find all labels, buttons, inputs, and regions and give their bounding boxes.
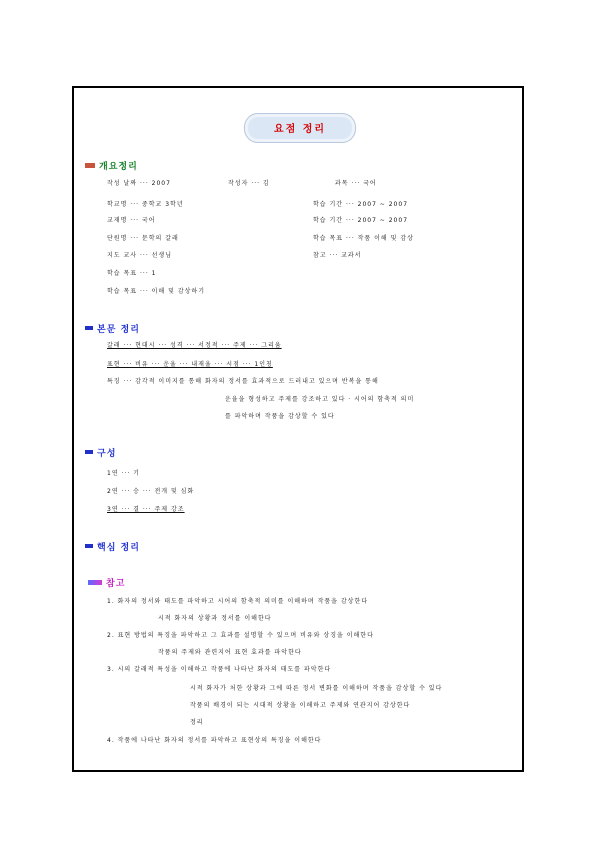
profile-row0-b: 작성자 ··· 김 — [228, 180, 270, 187]
reading-line-2: 표현 ··· 비유 ··· 운율 ··· 내재율 ··· 시점 ··· 1인칭 — [107, 361, 273, 368]
profile-left-6: 학습 목표 ··· 이해 및 감상하기 — [107, 288, 206, 295]
section-reading-title: 본문 정리 — [97, 324, 140, 335]
notes-line-6: 시적 화자가 처한 상황과 그에 따른 정서 변화를 이해하며 작품을 감상할 수 있다 — [190, 685, 443, 692]
section-marker-icon — [85, 450, 93, 454]
summary-line-1: 1연 ··· 기 — [107, 470, 140, 477]
summary-line-3: 3연 ··· 결 ··· 주제 강조 — [107, 506, 185, 513]
profile-left-1: 학교명 ··· 중학교 3학년 — [107, 201, 184, 208]
profile-right-1: 학습 기간 ··· 2007 ~ 2007 — [313, 201, 409, 208]
notes-line-7: 작품의 배경이 되는 시대적 상황을 이해하고 주제와 연관지어 감상한다 — [190, 702, 411, 709]
section-profile-title: 개요정리 — [99, 161, 138, 172]
notes-line-5: 3. 시의 갈래적 특성을 이해하고 작품에 나타난 화자의 태도를 파악한다 — [107, 666, 332, 673]
document-title: 요점 정리 — [273, 124, 327, 135]
section-summary-title: 구성 — [97, 448, 117, 459]
profile-left-4: 지도 교사 ··· 선생님 — [107, 252, 173, 259]
section-keypoints-title: 핵심 정리 — [97, 542, 140, 553]
notes-line-1: 1. 화자의 정서와 태도를 파악하고 시어의 함축적 의미를 이해하며 작품을 감상한다 — [107, 598, 369, 605]
title-banner — [244, 113, 356, 143]
notes-line-8: 정리 — [190, 719, 204, 726]
section-notes-title: 참고 — [106, 578, 126, 589]
profile-row0-c: 과목 ··· 국어 — [335, 180, 377, 187]
summary-line-2: 2연 ··· 승 ··· 전개 및 심화 — [107, 488, 195, 495]
profile-row0-a: 작성 날짜 ··· 2007 — [107, 180, 171, 187]
profile-left-5: 학습 목표 ··· 1 — [107, 270, 157, 277]
section-marker-icon — [85, 326, 93, 330]
section-marker-icon — [88, 580, 102, 585]
profile-right-3: 학습 목표 ··· 작품 이해 및 감상 — [313, 235, 414, 242]
profile-left-2: 교재명 ··· 국어 — [107, 217, 156, 224]
notes-line-4: 작품의 주제와 관련지어 표현 효과를 파악한다 — [158, 649, 302, 656]
notes-line-9: 4. 작품에 나타난 화자의 정서를 파악하고 표현상의 특징을 이해한다 — [107, 737, 322, 744]
section-notes-heading — [88, 576, 125, 588]
profile-left-3: 단원명 ··· 문학의 갈래 — [107, 235, 179, 242]
reading-line-1: 갈래 ··· 현대시 ··· 성격 ··· 서정적 ··· 주제 ··· 그리움 — [107, 342, 282, 349]
section-profile-heading — [85, 159, 138, 171]
section-marker-icon — [85, 163, 95, 168]
reading-line-3: 특징 ··· 감각적 이미지를 통해 화자의 정서를 효과적으로 드러내고 있으며 반복을 통해 — [107, 378, 379, 385]
section-reading-heading — [85, 322, 140, 334]
notes-line-3: 2. 표현 방법의 특징을 파악하고 그 효과를 설명할 수 있으며 비유와 상징을 이해한다 — [107, 632, 374, 639]
reading-line-4: 운율을 형성하고 주제를 강조하고 있다 · 시어의 함축적 의미 — [225, 396, 415, 403]
profile-right-2: 학습 기간 ··· 2007 ~ 2007 — [313, 217, 409, 224]
profile-right-4: 참고 ··· 교과서 — [313, 252, 362, 259]
reading-line-5: 를 파악하며 작품을 감상할 수 있다 — [225, 413, 335, 420]
section-marker-icon — [85, 544, 93, 548]
section-keypoints-heading — [85, 540, 140, 552]
notes-line-2: 시적 화자의 상황과 정서를 이해한다 — [158, 615, 272, 622]
section-summary-heading — [85, 446, 116, 458]
